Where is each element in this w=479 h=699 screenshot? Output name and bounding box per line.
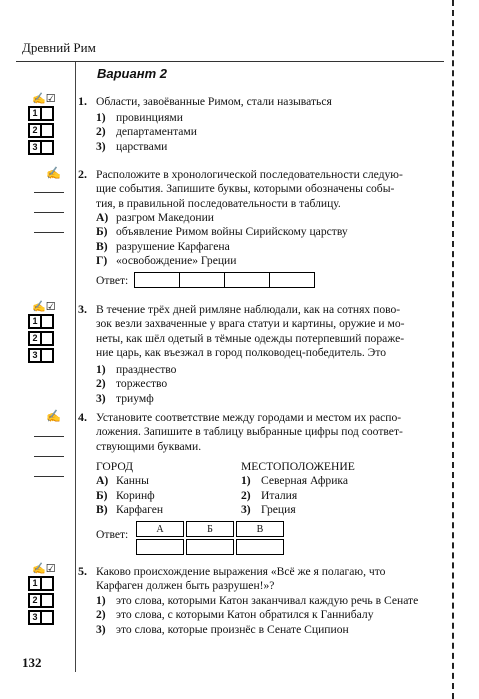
answer-boxes [28,576,56,625]
variant-title: Вариант 2 [97,66,167,81]
city-item: В) Карфаген [96,502,164,516]
q2-number: 2. [78,167,87,181]
q5-margin [28,562,56,625]
q2-text: Расположите в хронологической последовательности следую- щие события. Запишите буквы, которыми обозначены собы- тия, в правильной последовательности в таблицу. [96,168,403,210]
write-line [34,436,64,437]
q4-city-column [96,460,163,517]
q1-options [96,111,197,154]
q2-answer-label: Ответ: [96,274,129,287]
answer-box[interactable] [42,593,54,608]
pencil-icon: ✍ [46,166,61,180]
option: 1) празднество [96,363,177,376]
q4-number: 4. [78,410,87,424]
q4-text: Установите соответствие между городами и местом их распо- ложения. Запишите в таблицу выбранные цифры под соответ- ствующими буквами. [96,411,403,453]
answer-boxes [28,106,56,155]
column-heading: МЕСТОПОЛОЖЕНИЕ [241,460,355,473]
box-number-3: 3 [28,610,42,625]
q4-answer-label: Ответ: [96,528,129,541]
box-number-3: 3 [28,140,42,155]
q3-number: 3. [78,302,87,316]
answer-boxes [28,314,56,363]
page-number: 132 [22,655,42,670]
box-number-3: 3 [28,348,42,363]
q5-options [96,594,418,637]
answer-box[interactable] [42,610,54,625]
option: В) разрушение Карфагена [96,239,230,253]
checkbox-icon: ☑ [45,301,56,313]
box-number-1: 1 [28,576,42,591]
write-line [34,232,64,233]
header-rule [16,61,444,62]
answer-cell[interactable] [186,539,234,555]
option: Г) «освобождение» Греции [96,253,237,267]
answer-box[interactable] [42,576,54,591]
answer-box[interactable] [42,123,54,138]
column-heading: ГОРОД [96,460,134,473]
option: 3) триумф [96,391,154,405]
margin-separator [75,62,76,672]
city-item: Б) Коринф [96,488,155,502]
answer-cell[interactable] [236,539,284,555]
place-item: 2) Италия [241,488,298,502]
checkbox-icon: ☑ [45,93,56,105]
pencil-icon: ✍ [32,93,46,105]
place-item: 1) Северная Африка [241,474,348,488]
option: 3) царствами [96,139,168,153]
write-line [34,476,64,477]
q3-options [96,363,176,406]
table-head-a: А [136,521,184,537]
section-header: Древний Рим [22,40,96,55]
option: 1) это слова, которыми Катон заканчивал каждую речь в Сенате [96,594,419,607]
q3-margin [28,300,56,363]
q1-text: Области, завоёванные Римом, стали называться [96,95,332,108]
write-line [34,192,64,193]
q5-text: Каково происхождение выражения «Всё же я полагаю, что Карфаген должен быть разрушен!»? [96,565,386,593]
answer-box[interactable] [42,140,54,155]
q2-answer-table[interactable] [134,272,315,288]
option: А) разгром Македонии [96,211,214,224]
box-number-2: 2 [28,593,42,608]
answer-box[interactable] [42,348,54,363]
q1-margin [28,92,56,155]
box-number-1: 1 [28,314,42,329]
answer-cell[interactable] [225,273,270,288]
option: 2) департаментами [96,125,197,139]
option: 2) это слова, с которыми Катон обратился к Ганнибалу [96,608,374,622]
q3-text: В течение трёх дней римляне наблюдали, как на сотнях пово- зок везли захваченные у врага статуи и картины, оружие и мо- неты, как шёл одетый в тёмные одежды потерпевший пораже- ние царь, как въезжал в город полководец-победитель. Это [96,303,405,359]
option: 3) это слова, которые произнёс в Сенате Сципион [96,622,349,636]
box-number-2: 2 [28,331,42,346]
pencil-icon: ✍ [32,563,46,575]
q1-number: 1. [78,94,87,108]
q4-answer-table[interactable] [134,519,286,557]
box-number-2: 2 [28,123,42,138]
answer-cell[interactable] [270,273,315,288]
table-head-v: В [236,521,284,537]
option: 2) торжество [96,377,168,391]
cut-line [452,0,454,699]
option: 1) провинциями [96,111,183,124]
answer-cell[interactable] [135,273,180,288]
pencil-icon: ✍ [46,409,61,423]
q4-place-column [241,460,355,517]
write-line [34,212,64,213]
city-item: А) Канны [96,474,149,488]
box-number-1: 1 [28,106,42,121]
write-line [34,456,64,457]
answer-box[interactable] [42,331,54,346]
q5-number: 5. [78,564,87,578]
pencil-icon: ✍ [32,301,46,313]
checkbox-icon: ☑ [45,563,56,575]
table-head-b: Б [186,521,234,537]
q2-options [96,211,348,268]
option: Б) объявление Римом войны Сирийскому царству [96,225,348,239]
answer-cell[interactable] [136,539,184,555]
answer-box[interactable] [42,106,54,121]
answer-box[interactable] [42,314,54,329]
place-item: 3) Греция [241,502,296,516]
answer-cell[interactable] [180,273,225,288]
